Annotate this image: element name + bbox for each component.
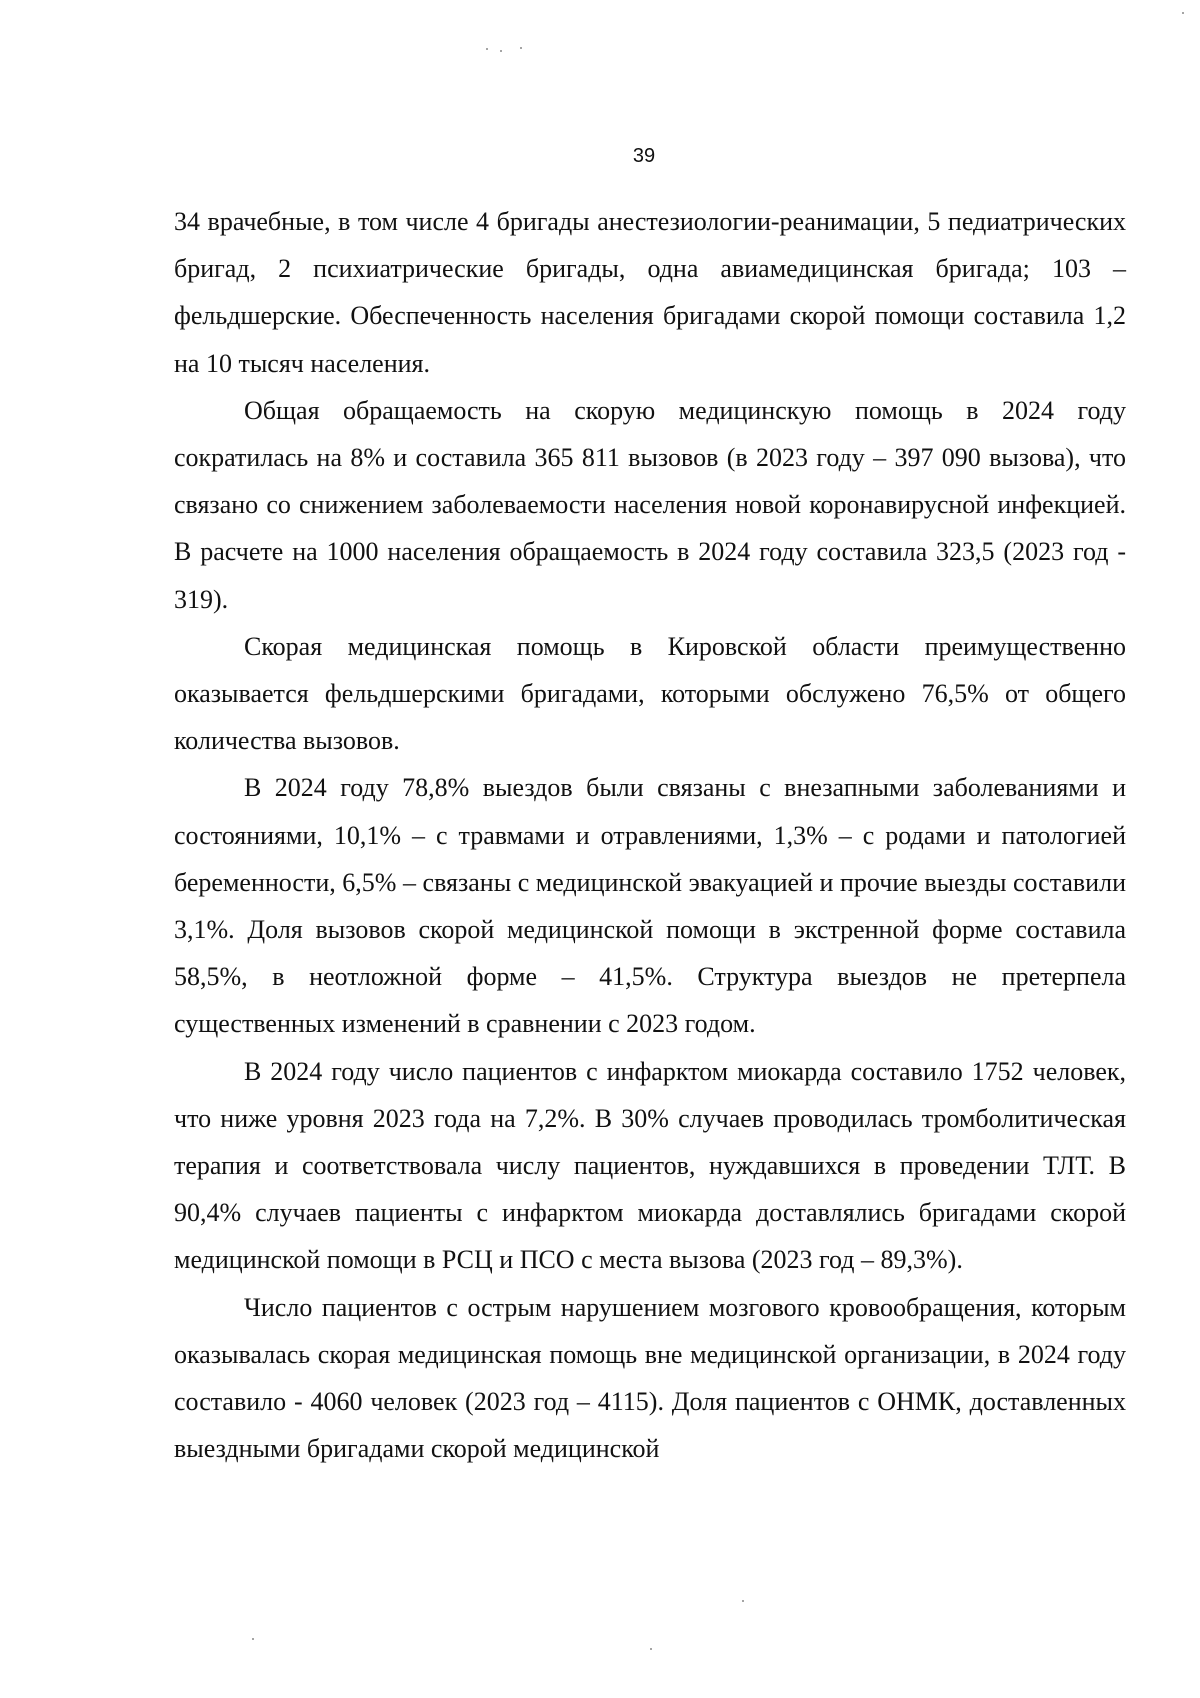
scan-speck [1182, 12, 1184, 14]
paragraph-call-rate: Общая обращаемость на скорую медицинскую помощь в 2024 году сократилась на 8% и составила 365 811 вызовов (в 2023 году – 397 090 вызова), что связано со снижением заболеваемости населения новой коронавирусной инфекцией. В расчете на 1000 населения обращаемость в 2024 году составила 323,5 (2023 год - 319). [174, 395, 1126, 614]
scan-speck [500, 50, 502, 52]
paragraph-call-structure: В 2024 году 78,8% выездов были связаны с внезапными заболеваниями и состояниями, 10,1% – с травмами и отравлениями, 1,3% – с родами и патологией беременности, 6,5% – связаны с медицинской эвакуацией и прочие выезды составили 3,1%. Доля вызовов скорой медицинской помощи в экстренной форме составила 58,5%, в неотложной форме – 41,5%. Структура выездов не претерпела существенных изменений в сравнении с 2023 годом. [174, 773, 1126, 1039]
scan-speck [742, 1600, 744, 1602]
paragraph-myocardial-infarction: В 2024 году число пациентов с инфарктом миокарда составило 1752 человек, что ниже уровня 2023 года на 7,2%. В 30% случаев проводилась тромболитическая терапия и соответствовала числу пациентов, нуждавшихся в проведении ТЛТ. В 90,4% случаев пациенты с инфарктом миокарда доставлялись бригадами скорой медицинской помощи в РСЦ и ПСО с места вызова (2023 год – 89,3%). [174, 1056, 1126, 1275]
paragraph-paramedic-teams: Скорая медицинская помощь в Кировской области преимущественно оказывается фельдшерскими бригадами, которыми обслужено 76,5% от общего количества вызовов. [174, 631, 1126, 756]
scan-speck [486, 48, 488, 50]
body-text [174, 198, 1126, 1472]
scan-speck [252, 1638, 254, 1640]
paragraph-stroke: Число пациентов с острым нарушением мозгового кровообращения, которым оказывалась скорая медицинская помощь вне медицинской организации, в 2024 году составило - 4060 человек (2023 год – 4115). Доля пациентов с ОНМК, доставленных выездными бригадами скорой медицинской [174, 1292, 1126, 1464]
scan-speck [520, 47, 522, 49]
page-number: 39 [632, 145, 656, 167]
paragraph-brigades: 34 врачебные, в том числе 4 бригады анестезиологии-реанимации, 5 педиатрических бригад, 2 психиатрические бригады, одна авиамедицинская бригада; 103 – фельдшерские. Обеспеченность населения бригадами скорой помощи составила 1,2 на 10 тысяч населения. [174, 207, 1126, 378]
scan-speck [650, 1648, 652, 1650]
